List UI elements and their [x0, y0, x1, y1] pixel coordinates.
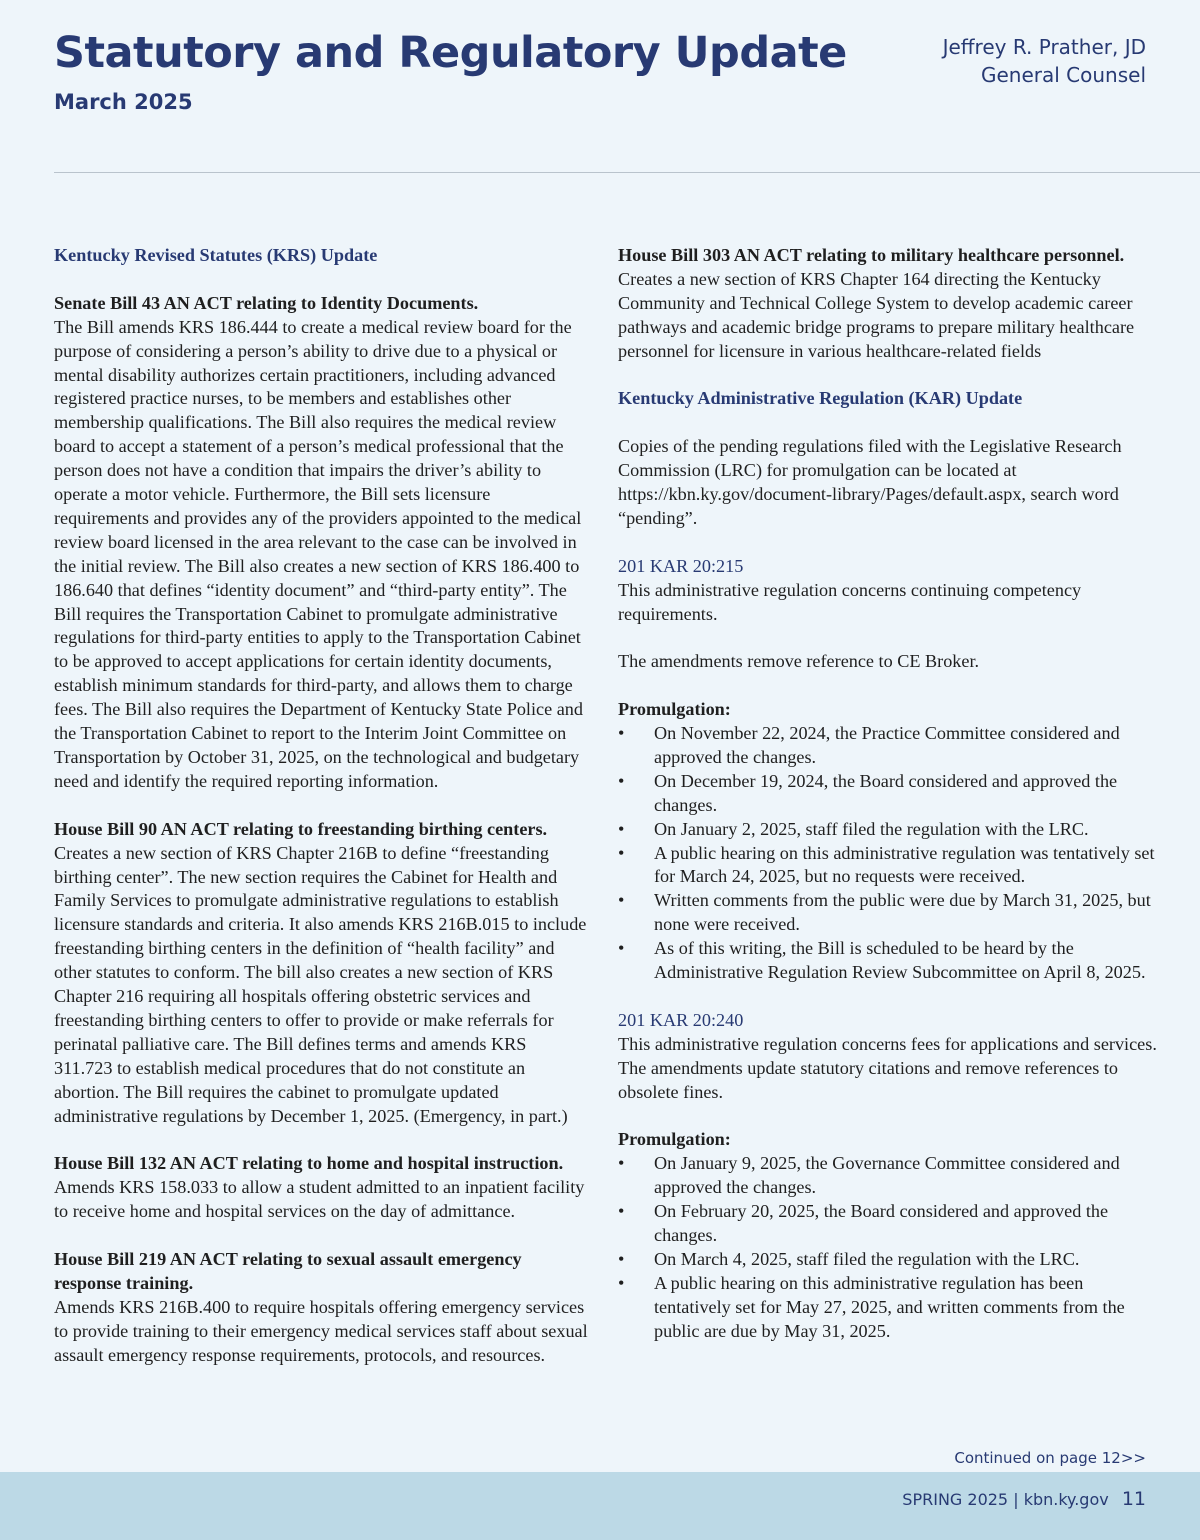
regulation-amendment: The amendments remove reference to CE Broker.: [618, 651, 980, 672]
bill-house-90: [54, 818, 589, 1129]
list-item: • On March 4, 2025, staff filed the regulation with the LRC.: [618, 1248, 1158, 1272]
list-item: • On February 20, 2025, the Board considered and approved the changes.: [618, 1200, 1158, 1248]
left-column: [54, 244, 589, 1391]
kar-intro: Copies of the pending regulations filed with the Legislative Research Commission (LRC) for promulgation can be located at https://kbn.ky.gov/document-library/Pages/default.aspx, search word “pending”.: [618, 436, 1122, 528]
krs-heading: Kentucky Revised Statutes (KRS) Update: [54, 245, 378, 265]
list-item: • On November 22, 2024, the Practice Committee considered and approved the changes.: [618, 722, 1158, 770]
list-item: • Written comments from the public were due by March 31, 2025, but none were received.: [618, 889, 1158, 937]
bill-body: Amends KRS 158.033 to allow a student admitted to an inpatient facility to receive home and hospital services on the day of admittance.: [54, 1177, 585, 1222]
bill-title: House Bill 303 AN ACT relating to military healthcare personnel.: [618, 245, 1125, 265]
author-title: General Counsel: [980, 63, 1146, 87]
footer-info: [902, 1488, 1146, 1510]
list-item: • On December 19, 2024, the Board considered and approved the changes.: [618, 770, 1158, 818]
bill-title: House Bill 132 AN ACT relating to home and hospital instruction.: [54, 1153, 564, 1174]
regulation-amendment: The amendments update statutory citations and remove references to obsolete fines.: [618, 1057, 1118, 1102]
issue-date: March 2025: [54, 90, 193, 114]
promulgation-list: [618, 1152, 1158, 1343]
kar-heading: Kentucky Administrative Regulation (KAR) Update: [618, 388, 1023, 409]
footer-site-link[interactable]: kbn.ky.gov: [1023, 1490, 1109, 1509]
promulgation-list: [618, 722, 1158, 985]
footer-season: SPRING 2025 |: [902, 1490, 1019, 1509]
promulgation-20-240: [618, 1128, 1158, 1343]
list-item: • A public hearing on this administrative regulation was tentatively set for March 24, 2025, but no requests were received.: [618, 842, 1158, 890]
bill-body: Amends KRS 216B.400 to require hospitals offering emergency services to provide training to their emergency medical services staff about sexual assault emergency response requirements, protocols, and resources.: [54, 1296, 588, 1365]
promulgation-label: Promulgation:: [618, 1129, 731, 1150]
regulation-20-215: [618, 555, 1158, 627]
bill-title: House Bill 90 AN ACT relating to freestanding birthing centers.: [54, 818, 548, 839]
list-item: • On January 9, 2025, the Governance Committee considered and approved the changes.: [618, 1152, 1158, 1200]
continued-link[interactable]: Continued on page 12>>: [954, 1449, 1146, 1467]
bill-senate-43: [54, 292, 589, 794]
promulgation-label: Promulgation:: [618, 699, 731, 720]
page-title: Statutory and Regulatory Update: [54, 28, 847, 78]
bill-title: House Bill 219 AN ACT relating to sexual assault emergency response training.: [54, 1249, 522, 1293]
regulation-description: This administrative regulation concerns fees for applications and services.: [618, 1033, 1157, 1054]
regulation-description: This administrative regulation concerns continuing competency requirements.: [618, 579, 1082, 624]
page-footer: [0, 1472, 1200, 1540]
bill-body: Creates a new section of KRS Chapter 164 directing the Kentucky Community and Technical College System to develop academic career pathways and academic bridge programs to prepare military healthcare personnel for licensure in various healthcare-related fields: [618, 268, 1135, 361]
bill-house-132: [54, 1152, 589, 1224]
bill-house-303: [618, 244, 1158, 364]
author-name: Jeffrey R. Prather, JD: [942, 35, 1146, 59]
author-block: [943, 33, 1146, 89]
bill-body: The Bill amends KRS 186.444 to create a medical review board for the purpose of considering a person’s ability to drive due to a physical or mental disability authorizes certain practitioners, including advanced registered practice nurses, to be members and establishes other membership qualifications. The Bill also requires the medical review board to accept a statement of a person’s medical professional that the person does not have a condition that impairs the driver’s ability to operate a motor vehicle. Furthermore, the Bill sets licensure requirements and provides any of the providers appointed to the medical review board licensed in the area relevant to the case can be involved in the initial review. The Bill also creates a new section of KRS 186.400 to 186.640 that defines “identity document” and “third-party entity”. The Bill requires the Transportation Cabinet to promulgate administrative regulations for third-party entities to apply to the Transportation Cabinet to be approved to accept applications for certain identity documents, establish minimum standards for third-party, and allows them to charge fees. The Bill also requires the Department of Kentucky State Police and the Transportation Cabinet to report to the Interim Joint Committee on Transportation by October 31, 2025, on the technological and budgetary need and identify the required reporting information.: [54, 316, 583, 791]
promulgation-20-215: [618, 698, 1158, 985]
regulation-code: 201 KAR 20:240: [618, 1009, 744, 1030]
header-divider: [54, 172, 1200, 173]
regulation-20-240: [618, 1009, 1158, 1105]
list-item: • As of this writing, the Bill is scheduled to be heard by the Administrative Regulation Review Subcommittee on April 8, 2025.: [618, 937, 1158, 985]
bill-house-219: [54, 1248, 589, 1368]
bill-body: Creates a new section of KRS Chapter 216B to define “freestanding birthing center”. The new section requires the Cabinet for Health and Family Services to promulgate administrative regulations to establish licensure standards and criteria. It also amends KRS 216B.015 to include freestanding birthing centers in the definition of “health facility” and other statutes to conform. The bill also creates a new section of KRS Chapter 216 requiring all hospitals offering obstetric services and freestanding birthing centers to offer to provide or make referrals for perinatal palliative care. The Bill defines terms and amends KRS 311.723 to establish medical procedures that do not constitute an abortion. The Bill requires the cabinet to promulgate updated administrative regulations by December 1, 2025. (Emergency, in part.): [54, 842, 587, 1126]
bill-title: Senate Bill 43 AN ACT relating to Identity Documents.: [54, 292, 479, 313]
regulation-code: 201 KAR 20:215: [618, 555, 744, 576]
page-number: 11: [1121, 1488, 1146, 1510]
right-column: [618, 244, 1158, 1367]
list-item: • On January 2, 2025, staff filed the regulation with the LRC.: [618, 818, 1158, 842]
list-item: • A public hearing on this administrative regulation has been tentatively set for May 27, 2025, and written comments from the public are due by May 31, 2025.: [618, 1272, 1158, 1344]
